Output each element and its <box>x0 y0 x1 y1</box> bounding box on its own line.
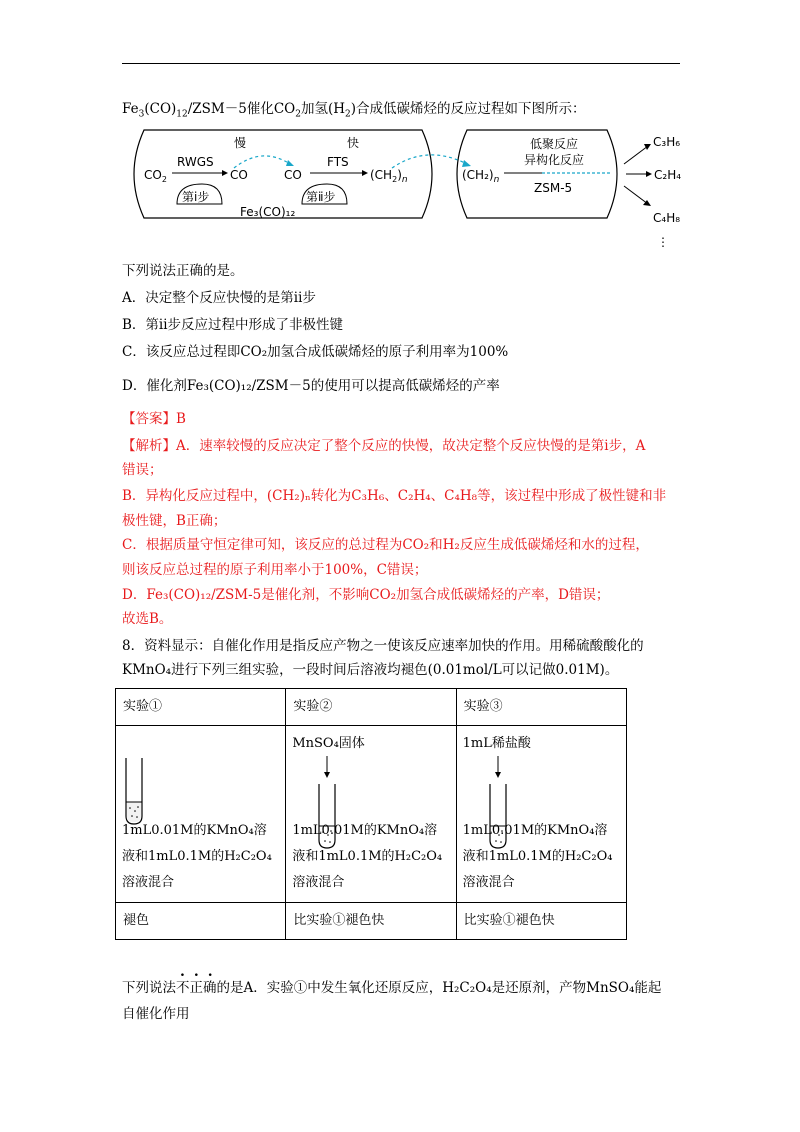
ch2n-right: $(CH_2)_n$ <box>462 168 500 185</box>
step-1-label: 第ⅰ步 <box>182 190 210 204</box>
header-exp-1: 实验① <box>116 689 286 726</box>
desc-exp-3: 1mL0.01M的KMnO₄溶 液和1mL0.1M的H₂C₂O₄ 溶液混合 <box>462 823 613 890</box>
setup-exp-1 <box>116 726 286 903</box>
setup-exp-3 <box>456 726 626 903</box>
q8-stem-line-1: 下列说法不正确的是A．实验①中发生氧化还原反应，H₂C₂O₄是还原剂，产物MnSO₄能起 <box>122 980 662 996</box>
product-c4h8: C₄H₈ <box>653 211 681 225</box>
analysis-line-2: 错误； <box>122 462 163 478</box>
option-b: B．第ⅱ步反应过程中形成了非极性键 <box>122 317 344 333</box>
analysis-line-7: D．Fe₃(CO)₁₂/ZSM-5是催化剂，不影响CO₂加氢合成低碳烯烃的产率，D错误； <box>122 587 610 603</box>
table-setup-row <box>116 726 627 903</box>
add-hcl-label: 1mL稀盐酸 <box>462 736 531 751</box>
zsm5-label: ZSM-5 <box>534 181 573 195</box>
slow-label: 慢 <box>234 136 247 150</box>
analysis-line-8: 故选B。 <box>122 611 173 627</box>
table-header-row <box>116 689 627 726</box>
product-c2h4: C₂H₄ <box>654 168 682 182</box>
option-c: C．该反应总过程即CO₂加氢合成低碳烯烃的原子利用率为100% <box>122 344 509 360</box>
desc-exp-2: 1mL0.01M的KMnO₄溶 液和1mL0.1M的H₂C₂O₄ 溶液混合 <box>292 823 443 890</box>
table-result-row <box>116 903 627 940</box>
fts-label: FTS <box>327 155 349 169</box>
setup-exp-2 <box>286 726 456 903</box>
header-exp-3: 实验③ <box>456 689 626 726</box>
analysis-line-6: 则该反应总过程的原子利用率小于100%，C错误； <box>122 562 428 578</box>
co-b: CO <box>284 168 302 182</box>
option-a: A．决定整个反应快慢的是第ⅱ步 <box>122 290 316 306</box>
q8-line-1: 8．资料显示：自催化作用是指反应产物之一使该反应速率加快的作用。用稀硫酸酸化的 <box>122 638 644 654</box>
add-mnso4-label: MnSO₄固体 <box>292 736 365 751</box>
result-exp-2: 比实验①褪色快 <box>286 903 456 940</box>
ch2n-left: $(CH_2)_n$ <box>370 168 408 185</box>
low-poly-label: 低聚反应 <box>530 137 579 151</box>
rwgs-label: RWGS <box>177 155 214 169</box>
result-exp-3: 比实验①褪色快 <box>456 903 626 940</box>
result-exp-1: 褪色 <box>116 903 286 940</box>
intro-line: $Fe_3(CO)_{12}/ZSM-5$催化$CO_2$加氢$(H_2)$合成低碳烯烃的反应过程如下图所示： <box>122 101 586 120</box>
header-rule <box>122 63 680 64</box>
emphasis-dots: ... <box>180 964 222 980</box>
option-d: D．催化剂Fe₃(CO)₁₂/ZSM－5的使用可以提高低碳烯烃的产率 <box>122 378 500 394</box>
reaction-diagram <box>122 124 682 264</box>
co-a: CO <box>230 168 248 182</box>
step-2-label: 第ⅱ步 <box>306 190 336 204</box>
header-exp-2: 实验② <box>286 689 456 726</box>
analysis-line-4: 极性键，B正确； <box>122 513 227 529</box>
q8-stem-line-2: 自催化作用 <box>122 1006 190 1022</box>
fast-label: 快 <box>347 136 360 150</box>
isomer-label: 异构化反应 <box>524 153 585 167</box>
q8-line-2: KMnO₄进行下列三组实验，一段时间后溶液均褪色(0.01mol/L可以记做0.01M)。 <box>122 662 619 678</box>
desc-exp-1: 1mL0.01M的KMnO₄溶 液和1mL0.1M的H₂C₂O₄ 溶液混合 <box>122 823 272 890</box>
analysis-line-5: C．根据质量守恒定律可知，该反应的总过程为CO₂和H₂反应生成低碳烯烃和水的过程， <box>122 537 649 553</box>
analysis-line-1: 【解析】A．速率较慢的反应决定了整个反应的快慢，故决定整个反应快慢的是第ⅰ步，A <box>122 438 646 454</box>
experiment-table <box>115 688 627 940</box>
analysis-line-3: B．异构化反应过程中，(CH₂)ₙ转化为C₃H₆、C₂H₄、C₄H₈等，该过程中形成了极性键和非 <box>122 488 667 504</box>
question-stem: 下列说法正确的是。 <box>122 263 244 279</box>
product-c3h6: C₃H₆ <box>653 135 681 149</box>
co2-left: $CO_2$ <box>144 168 167 184</box>
fe-catalyst-label: Fe₃(CO)₁₂ <box>240 205 296 219</box>
test-tube-1-icon <box>122 756 146 826</box>
answer-label: 【答案】B <box>122 411 186 427</box>
more-products: ⋮ <box>657 235 669 249</box>
